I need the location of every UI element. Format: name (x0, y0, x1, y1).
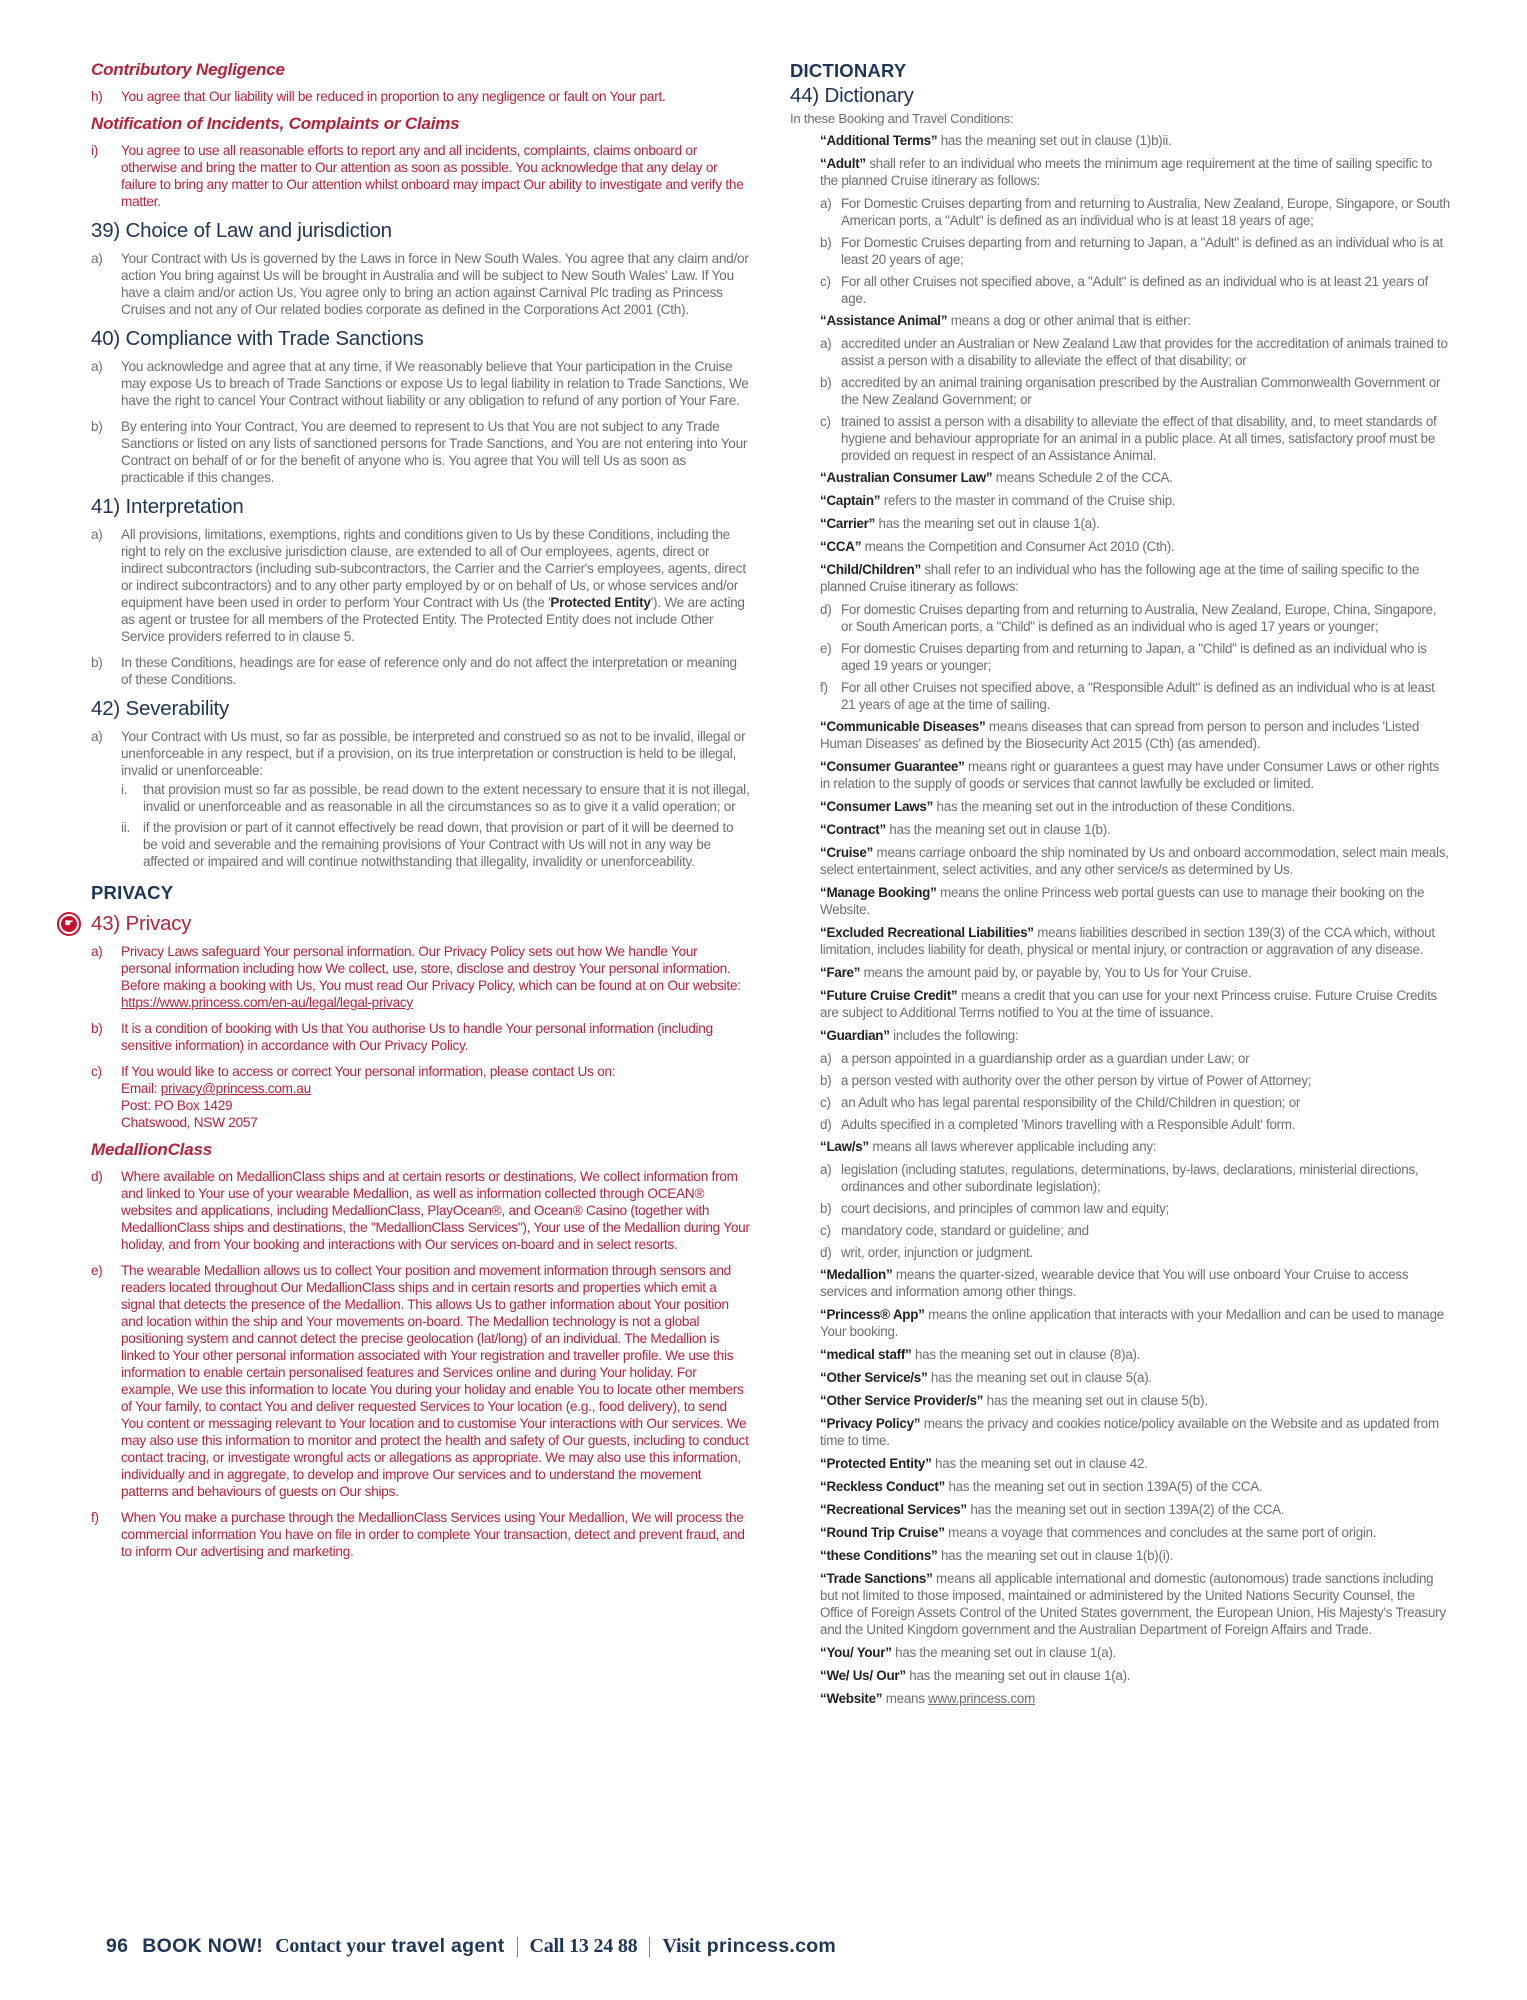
def-laws: “Law/s” means all laws wherever applicable including any: (820, 1139, 1157, 1154)
def-fare: “Fare” means the amount paid by, or payable by, You to Us for Your Cruise. (820, 965, 1252, 980)
section-44-heading: 44) Dictionary (790, 84, 914, 107)
privacy-caps-heading: PRIVACY (91, 882, 174, 903)
clause-42a-ii: ii. if the provision or part of it cannot effectively be read down, that provision or part of it will be deemed to be void and severable and the remaining provisions of Your Contract with Us will not in any way be affected or impaired and will continue notwithstanding that illegality, invalidity or unenforceability. (121, 820, 734, 869)
def-australian-consumer-law: “Australian Consumer Law” means Schedule 2 of the CCA. (820, 470, 1173, 485)
section-40-heading: 40) Compliance with Trade Sanctions (91, 327, 424, 350)
def-princess-app: “Princess® App” means the online application that interacts with your Medallion and can be used to manage Your booking. (820, 1307, 1445, 1339)
section-41-heading: 41) Interpretation (91, 495, 244, 518)
section-43-heading: 43) Privacy (91, 912, 192, 935)
clause-43e: e) The wearable Medallion allows us to collect Your position and movement information through sensors and readers located throughout Our MedallionClass ships and in certain resorts and properties which emit a signal that detects the presence of the Medallion. This allows Us to gather information about Your position and location within the ship and Your movements on-board. The Medallion technology is not a global positioning system and cannot detect the precise geolocation (lat/long) of an individual. The Medallion is linked to Your other personal information associated with Your registration and traveller profile. We use this information to enable certain personalised features and Services online and during Your holiday. For example, We use this information to locate You during your holiday and enable You to locate other members of Your family, to contact You and deliver requested Services to Your location (e.g., food delivery), to send You content or messaging relevant to Your location and to customise Your interactions with Our services. We may also use this information to monitor and protect the health and safety of Our guests, including to conduct contact tracing, or investigate wrongful acts or allegations as appropriate. We may also use this information, individually and in aggregate, to develop and improve Our services and to understand the movement patterns and behaviours of guests on Our ships. (91, 1263, 749, 1499)
clause-i: i) You agree to use all reasonable efforts to report any and all incidents, complaints, claims onboard or otherwise and bring the matter to Our attention as soon as possible. You acknowledge that any delay or failure to bring any matter to Our attention whilst onboard may impact Our ability to investigate and verify the matter. (91, 143, 744, 209)
section-39-heading: 39) Choice of Law and jurisdiction (91, 219, 392, 242)
def-excluded-recreational-liabilities: “Excluded Recreational Liabilities” means liabilities described in section 139(3) of the CCA which, without limitation, includes liability for death, physical or mental injury, or contraction or aggravation of any disease. (820, 925, 1435, 957)
def-website: “Website” means www.princess.com (820, 1691, 1036, 1706)
law-item-a: a) legislation (including statutes, regulations, determinations, by-laws, declarations, ministerial directions, ordinances and other subordinate legislation); (820, 1162, 1419, 1194)
clause-43f: f) When You make a purchase through the MedallionClass Services using Your Medallion, We will process the commercial information You have on file in order to complete Your transaction, detect and prevent fraud, and to inform Our advertising and marketing. (91, 1510, 745, 1559)
website-link[interactable]: www.princess.com (928, 1691, 1036, 1706)
footer-divider (649, 1937, 650, 1957)
def-guardian: “Guardian” includes the following: (820, 1028, 1019, 1043)
contact-label: Contact your (275, 1935, 386, 1957)
child-item-e: e) For domestic Cruises departing from and returning to Japan, a "Child" is defined as an individual who is aged 19 years or younger; (820, 641, 1427, 673)
def-cruise: “Cruise” means carriage onboard the ship nominated by Us and onboard accommodation, select main meals, select entertainment, select activities, and any other service/s as determined by Us. (820, 845, 1449, 877)
def-manage-booking: “Manage Booking” means the online Princess web portal guests can use to manage their booking on the Website. (820, 885, 1425, 917)
clause-h: h) You agree that Our liability will be reduced in proportion to any negligence or fault on Your part. (91, 89, 666, 104)
contributory-negligence-heading: Contributory Negligence (91, 60, 285, 79)
def-assistance-animal: “Assistance Animal” means a dog or other animal that is either: (820, 313, 1191, 328)
def-these-conditions: “these Conditions” has the meaning set out in clause 1(b)(i). (820, 1548, 1174, 1563)
clause-40a: a) You acknowledge and agree that at any time, if We reasonably believe that Your participation in the Cruise may expose Us to breach of Trade Sanctions or expose Us to legal liability in relation to Trade Sanctions, We have the right to cancel Your Contract without liability or any obligation to refund of any portion of Your Fare. (91, 359, 749, 408)
def-reckless-conduct: “Reckless Conduct” has the meaning set out in section 139A(5) of the CCA. (820, 1479, 1263, 1494)
website-footer-link[interactable]: princess.com (706, 1935, 837, 1957)
clause-39a: a) Your Contract with Us is governed by the Laws in force in New South Wales. You agree that any claim and/or action You bring against Us will be brought in Australia and will be subject to New South Wales' Law. If You have a claim and/or action Us, You agree only to bring an action against Carnival Plc trading as Princess Cruises and not any of Our related bodies corporate as defined in the Corporations Act 2001 (Cth). (91, 251, 749, 317)
def-additional-terms: “Additional Terms” has the meaning set out in clause (1)b)ii. (820, 133, 1172, 148)
def-you-your: “You/ Your” has the meaning set out in clause 1(a). (820, 1645, 1117, 1660)
animal-item-b: b) accredited by an animal training organisation prescribed by the Australian Commonwealth Government or the New Zealand Government; or (820, 375, 1441, 407)
clause-43a: a) Privacy Laws safeguard Your personal information. Our Privacy Policy sets out how We handle Your personal information including how We collect, use, store, disclose and destroy Your personal information. Before making a booking with Us, You must read Our Privacy Policy, which can be found at on Our website: https://www.princess.com/en-au/legal/legal-privacy (91, 944, 741, 1010)
clause-41b: b) In these Conditions, headings are for ease of reference only and do not affect the interpretation or meaning of these Conditions. (91, 655, 737, 687)
guardian-item-d: d) Adults specified in a completed 'Minors travelling with a Responsible Adult' form. (820, 1117, 1296, 1132)
book-now-label: BOOK NOW! (142, 1935, 264, 1957)
law-item-c: c) mandatory code, standard or guideline; and (820, 1223, 1089, 1238)
def-cca: “CCA” means the Competition and Consumer Act 2010 (Cth). (820, 539, 1175, 554)
clause-41a: a) All provisions, limitations, exemptions, rights and conditions given to Us by these Conditions, including the right to rely on the exclusive jurisdiction clause, are extended to all of Our employees, agents, direct or indirect subcontractors (including sub-subcontractors, the Carrier and the Carrier's employees, agents, direct or indirect subcontractors) and to any other party employed by or on behalf of Us, or whose services and/or equipment have been used in order to perform Your Contract with Us (the 'Protected Entity'). We are acting as agent or trustee for all members of the Protected Entity. The Protected Entity does not include Other Service providers referred to in clause 5. (91, 527, 746, 644)
child-item-f: f) For all other Cruises not specified above, a "Responsible Adult" is defined as an individual who is at least 21 years of age at the time of sailing. (820, 680, 1435, 712)
guardian-item-a: a) a person appointed in a guardianship order as a guardian under Law; or (820, 1051, 1250, 1066)
clause-42a: a) Your Contract with Us must, so far as possible, be interpreted and construed so as not to be invalid, illegal or unenforceable in any respect, but if a provision, on its true interpretation or construction is held to be illegal, invalid or unenforceable: (91, 729, 746, 778)
def-other-service-providers: “Other Service Provider/s” has the meaning set out in clause 5(b). (820, 1393, 1208, 1408)
clause-43b: b) It is a condition of booking with Us that You authorise Us to handle Your personal information (including sensitive information) in accordance with Our Privacy Policy. (91, 1021, 713, 1053)
def-child-children: “Child/Children” shall refer to an individual who has the following age at the time of sailing specific to the planned Cruise itinerary as follows: (820, 562, 1420, 594)
notification-heading: Notification of Incidents, Complaints or Claims (91, 114, 460, 133)
page-footer (106, 1935, 836, 1958)
call-number[interactable]: Call 13 24 88 (529, 1935, 638, 1957)
left-column (64, 60, 751, 1569)
def-medical-staff: “medical staff” has the meaning set out in clause (8)a). (820, 1347, 1141, 1362)
def-contract: “Contract” has the meaning set out in clause 1(b). (820, 822, 1111, 837)
privacy-email-link[interactable]: privacy@princess.com.au (160, 1081, 311, 1096)
page-number: 96 (106, 1935, 129, 1957)
def-communicable-diseases: “Communicable Diseases” means diseases that can spread from person to person and includes 'Listed Human Diseases' as defined by the Biosecurity Act 2015 (Cth) (as amended). (820, 719, 1420, 751)
def-captain: “Captain” refers to the master in command of the Cruise ship. (820, 493, 1176, 508)
def-protected-entity: “Protected Entity” has the meaning set out in clause 42. (820, 1456, 1148, 1471)
footer-divider (517, 1937, 518, 1957)
clause-43c: c) If You would like to access or correct Your personal information, please contact Us on: Email: privacy@princess.com.au Post: PO Box 1429 Chatswood, NSW 2057 (91, 1064, 616, 1130)
visit-label: Visit (662, 1935, 701, 1957)
clause-40b: b) By entering into Your Contract, You are deemed to represent to Us that You are not subject to any Trade Sanctions or listed on any lists of sanctioned persons for Trade Sanctions, and You are not entering into Your Contract on behalf of or for the benefit of anyone who is. You agree that You will tell Us as soon as practicable if this changes. (91, 419, 748, 485)
guardian-item-b: b) a person vested with authority over the other person by virtue of Power of Attorney; (820, 1073, 1312, 1088)
section-42-heading: 42) Severability (91, 697, 230, 720)
animal-item-a: a) accredited under an Australian or New Zealand Law that provides for the accreditation of animals trained to assist a person with a disability to alleviate the effect of that disability; or (820, 336, 1448, 368)
def-other-services: “Other Service/s” has the meaning set out in clause 5(a). (820, 1370, 1152, 1385)
right-column (790, 60, 1450, 1713)
def-adult: “Adult” shall refer to an individual who meets the minimum age requirement at the time of sailing specific to the planned Cruise itinerary as follows: (820, 156, 1433, 188)
def-consumer-guarantee: “Consumer Guarantee” means right or guarantees a guest may have under Consumer Laws or other rights in relation to the supply of goods or services that cannot lawfully be excluded or limited. (820, 759, 1440, 791)
def-future-cruise-credit: “Future Cruise Credit” means a credit that you can use for your next Princess cruise. Future Cruise Credits are subject to Additional Terms notified to You at the time of issuance. (820, 988, 1437, 1020)
travel-agent-label: travel agent (391, 1935, 505, 1957)
def-medallion: “Medallion” means the quarter-sized, wearable device that You will use onboard Your Cruise to access services and information among other things. (820, 1267, 1409, 1299)
adult-item-b: b) For Domestic Cruises departing from and returning to Japan, a "Adult" is defined as an individual who is at least 20 years of age; (820, 235, 1444, 267)
def-privacy-policy: “Privacy Policy” means the privacy and cookies notice/policy available on the Website and as updated from time to time. (820, 1416, 1439, 1448)
pointing-hand-icon: ☛ (57, 912, 81, 936)
def-recreational-services: “Recreational Services” has the meaning set out in section 139A(2) of the CCA. (820, 1502, 1285, 1517)
clause-42a-i: i. that provision must so far as possible, be read down to the extent necessary to ensure that it is not illegal, invalid or unenforceable and as reasonable in all the circumstances so as to give it a valid operation; or (121, 782, 750, 814)
medallionclass-heading: MedallionClass (91, 1140, 212, 1159)
def-trade-sanctions: “Trade Sanctions” means all applicable international and domestic (autonomous) trade sanctions including but not limited to those imposed, maintained or administered by the United Nations Security Counsel, the Office of Foreign Assets Control of the United States government, the European Union, His Majesty's Treasury and the United Kingdom government and the Australian Department of Foreign Affairs and Trade. (820, 1571, 1446, 1637)
def-round-trip-cruise: “Round Trip Cruise” means a voyage that commences and concludes at the same port of origin. (820, 1525, 1377, 1540)
def-consumer-laws: “Consumer Laws” has the meaning set out in the introduction of these Conditions. (820, 799, 1295, 814)
section-43-heading-wrap (64, 912, 751, 936)
dictionary-caps-heading: DICTIONARY (790, 60, 907, 81)
protected-entity-term: Protected Entity (550, 595, 651, 610)
def-we-us-our: “We/ Us/ Our” has the meaning set out in clause 1(a). (820, 1668, 1131, 1683)
law-item-b: b) court decisions, and principles of common law and equity; (820, 1201, 1170, 1216)
law-item-d: d) writ, order, injunction or judgment. (820, 1245, 1033, 1260)
adult-item-a: a) For Domestic Cruises departing from and returning to Australia, New Zealand, Europe, Singapore, or South American ports, a "Adult" is defined as an individual who is at least 18 years of age; (820, 196, 1450, 228)
dictionary-intro: In these Booking and Travel Conditions: (790, 111, 1014, 126)
clause-43d: d) Where available on MedallionClass ships and at certain resorts or destinations, We collect information from and linked to Your use of your wearable Medallion, as well as information collected through OCEAN® websites and applications, including MedallionClass, PlayOcean®, and Ocean® Casino (together with MedallionClass ships and destinations, the "MedallionClass Services"), Your use of the Medallion during Your holiday, and from Your booking and interactions with Our services on-board and in select resorts. (91, 1169, 750, 1252)
def-carrier: “Carrier” has the meaning set out in clause 1(a). (820, 516, 1100, 531)
adult-item-c: c) For all other Cruises not specified above, a "Adult" is defined as an individual who is at least 21 years of age. (820, 274, 1428, 306)
privacy-policy-link[interactable]: https://www.princess.com/en-au/legal/legal-privacy (121, 995, 413, 1010)
animal-item-c: c) trained to assist a person with a disability to alleviate the effect of that disability, and, to meet standards of hygiene and behaviour appropriate for an animal in a public place. At all times, satisfactory proof must be provided on request in respect of an Assistance Animal. (820, 414, 1437, 463)
guardian-item-c: c) an Adult who has legal parental responsibility of the Child/Children in question; or (820, 1095, 1301, 1110)
child-item-d: d) For domestic Cruises departing from and returning to Australia, New Zealand, Europe, China, Singapore, or South American ports, a "Child" is defined as an individual who is aged 17 years or younger; (820, 602, 1437, 634)
